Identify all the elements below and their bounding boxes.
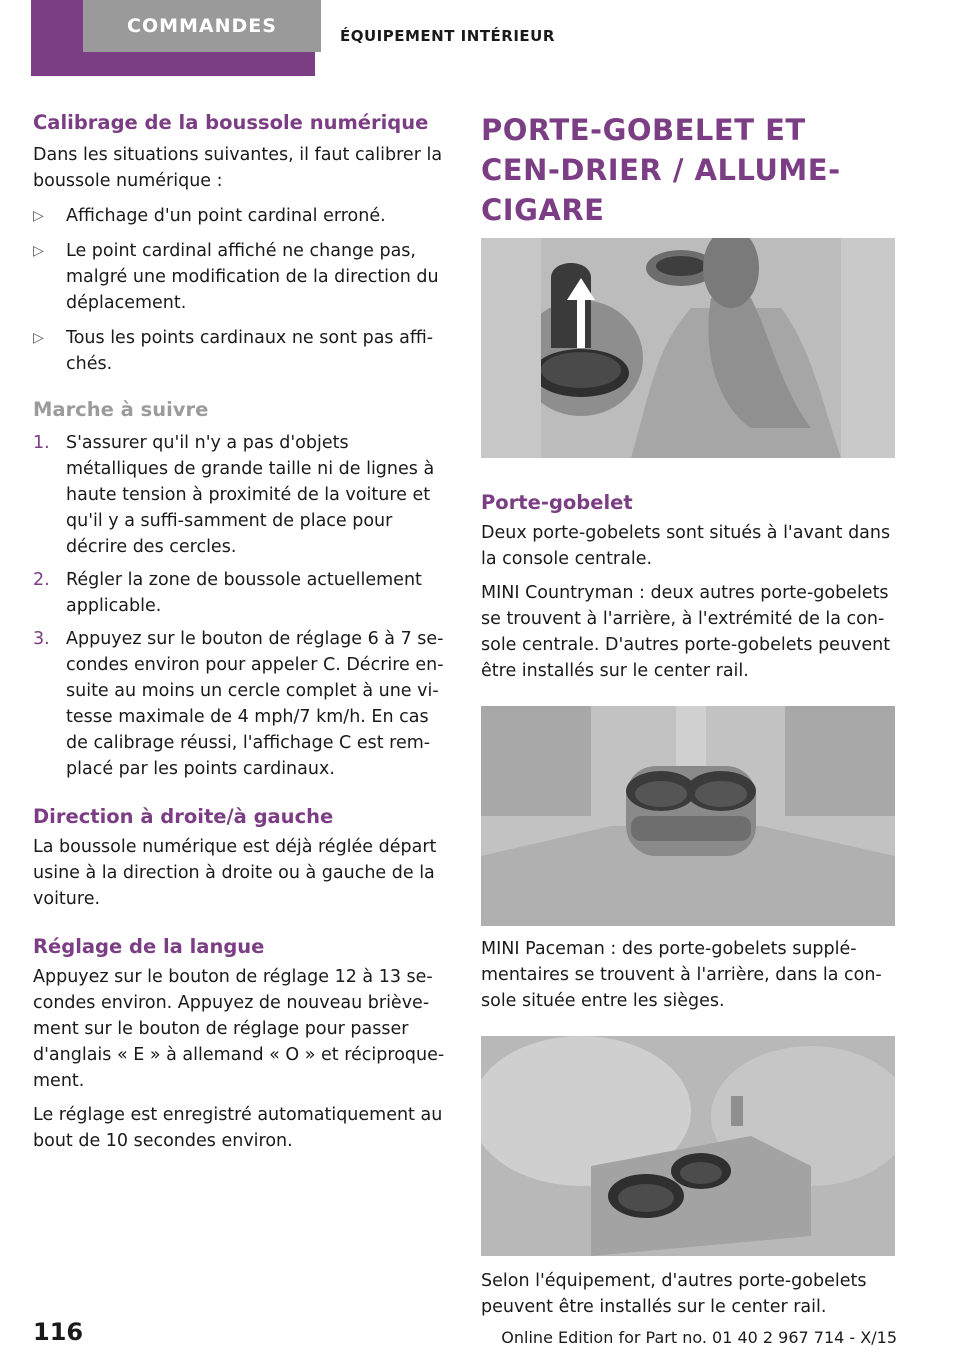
language-text-2: Le réglage est enregistré automatiquement au bout de 10 secondes environ. — [33, 1105, 443, 1151]
language-heading: Réglage de la langue — [33, 935, 265, 958]
cupholder-text-2: MINI Countryman : deux autres porte-gobelets se trouvent à l'arrière, à l'extrémité de la con‐sole centrale. D'autres porte-gobelets peuvent être installés sur le center rail. — [481, 583, 891, 681]
left-column — [33, 108, 448, 1154]
edition-line: Online Edition for Part no. 01 40 2 967 714 - X/15 — [501, 1328, 897, 1347]
procedure-heading: Marche à suivre — [33, 398, 209, 421]
equipment-text: Selon l'équipement, d'autres porte-gobelets peuvent être installés sur le center rail. — [481, 1271, 867, 1317]
page-section-title: PORTE-GOBELET ET CEN‐DRIER / ALLUME-CIGARE — [481, 113, 841, 227]
list-item: ▷ Le point cardinal affiché ne change pas, malgré une modification de la direction du déplacement. — [33, 238, 448, 316]
direction-heading: Direction à droite/à gauche — [33, 805, 334, 828]
paceman-cupholder-illustration — [481, 1036, 895, 1256]
procedure-steps — [33, 430, 448, 782]
section-tab — [31, 0, 315, 76]
list-item: ▷ Affichage d'un point cardinal erroné. — [33, 203, 448, 229]
calibration-intro: Dans les situations suivantes, il faut calibrer la boussole numérique : — [33, 145, 443, 191]
triangle-bullet-icon: ▷ — [33, 243, 44, 259]
direction-text: La boussole numérique est déjà réglée départ usine à la direction à droite ou à gauche de la voiture. — [33, 837, 437, 909]
subsection-label: ÉQUIPEMENT INTÉRIEUR — [340, 27, 555, 45]
cupholder-heading: Porte-gobelet — [481, 491, 633, 514]
calibration-list — [33, 203, 448, 377]
right-column — [481, 108, 895, 1320]
section-tab-label: COMMANDES — [83, 0, 321, 52]
page-number: 116 — [33, 1318, 84, 1346]
triangle-bullet-icon: ▷ — [33, 330, 44, 346]
paceman-cupholder-image — [481, 1036, 895, 1256]
step-item: 1. S'assurer qu'il n'y a pas d'objets métalliques de grande taille ni de lignes à haute tension à proximité de la voiture et qu'il y a suffi‐samment de place pour décrire des cercles. — [33, 433, 435, 557]
calibration-heading: Calibrage de la boussole numérique — [33, 111, 429, 134]
countryman-cupholder-image — [481, 706, 895, 926]
step-item: 2. Régler la zone de boussole actuellement applicable. — [33, 570, 422, 616]
step-item: 3. Appuyez sur le bouton de réglage 6 à 7 se‐condes environ pour appeler C. Décrire en‐suite au moins un cercle complet à une vi‐tesse maximale de 4 mph/7 km/h. En cas de calibrage réussi, l'affichage C est rem‐placé par les points cardinaux. — [33, 629, 444, 779]
cupholder-text-1: Deux porte-gobelets sont situés à l'avant dans la console centrale. — [481, 523, 891, 569]
countryman-cupholder-illustration — [481, 706, 895, 926]
list-item: ▷ Tous les points cardinaux ne sont pas affi‐chés. — [33, 325, 448, 377]
triangle-bullet-icon: ▷ — [33, 208, 44, 224]
front-cupholder-illustration — [481, 238, 895, 458]
paceman-text: MINI Paceman : des porte-gobelets supplé‐mentaires se trouvent à l'arrière, dans la con‐sole située entre les sièges. — [481, 939, 882, 1011]
front-cupholder-image — [481, 238, 895, 458]
language-text-1: Appuyez sur le bouton de réglage 12 à 13 se‐condes environ. Appuyez de nouveau briève‐ment sur le bouton de réglage pour passer d'anglais « E » à allemand « O » et réciproque‐ment. — [33, 967, 445, 1091]
